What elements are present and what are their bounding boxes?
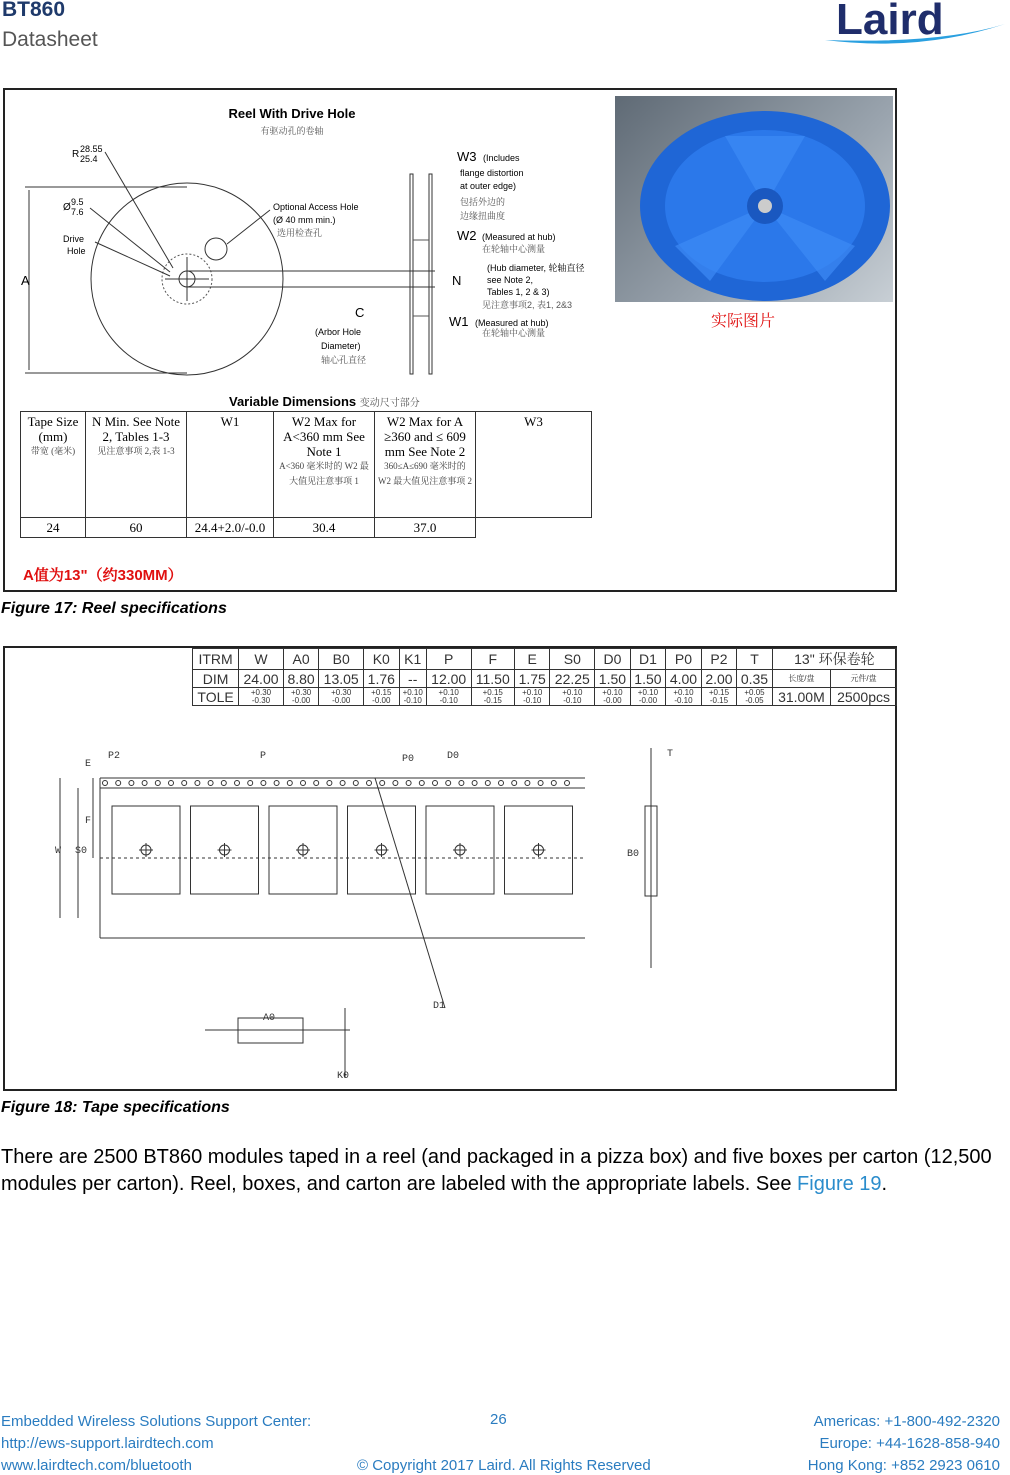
- figure-17-caption: Figure 17: Reel specifications: [1, 600, 227, 617]
- dim-value: 1.50: [630, 670, 666, 688]
- cell: [476, 518, 592, 538]
- header-sub: A<360 毫米时的 W2 最大值见注意事项 1: [279, 461, 369, 486]
- e-label: E: [85, 759, 92, 770]
- w2-label: W2: [457, 228, 477, 243]
- sprocket-hole: [565, 781, 570, 786]
- d-label: Ø: [63, 202, 71, 213]
- w1-label: W1: [449, 314, 469, 329]
- reel-photo: [615, 96, 893, 302]
- sprocket-hole: [380, 781, 385, 786]
- header-sub: 见注意事项 2,表 1-3: [97, 446, 175, 456]
- k0-label: K0: [337, 1071, 350, 1082]
- tolerance-line: -0.10: [563, 695, 582, 705]
- tolerance-value: [399, 688, 426, 706]
- header-cell: [274, 412, 375, 518]
- column-header: P: [426, 649, 471, 670]
- tolerance-line: -0.10: [403, 695, 422, 705]
- f-label: F: [85, 816, 92, 827]
- header-cell: [86, 412, 187, 518]
- sprocket-hole: [499, 781, 504, 786]
- cell: 24.4+2.0/-0.0: [187, 518, 274, 538]
- tolerance-line: -0.00: [603, 695, 622, 705]
- table-title-text: Variable Dimensions: [229, 394, 357, 409]
- diagram-title-cn: 有驱动孔的卷轴: [260, 126, 324, 136]
- sprocket-hole: [103, 781, 108, 786]
- table-header-row: [21, 412, 592, 518]
- cell: 30.4: [274, 518, 375, 538]
- footer-right: [808, 1411, 1000, 1475]
- tolerance-line: +0.10: [562, 687, 583, 697]
- pocket: [269, 806, 337, 894]
- header-cell: [375, 412, 476, 518]
- tolerance-value: [319, 688, 364, 706]
- p0-label: P0: [402, 754, 415, 765]
- reel-value: 2500pcs: [831, 688, 897, 706]
- column-header: P2: [701, 649, 737, 670]
- tolerance-line: -0.15: [483, 695, 502, 705]
- tolerance-line: +0.15: [708, 687, 730, 697]
- sprocket-hole: [248, 781, 253, 786]
- d-top: 9.5: [71, 197, 84, 207]
- arbor-label: 轴心孔直径: [321, 355, 367, 365]
- w3-label: (Includes: [483, 153, 520, 163]
- sprocket-hole: [340, 781, 345, 786]
- header-cell: [187, 412, 274, 518]
- dim-value: 1.75: [514, 670, 550, 688]
- header-cell: [476, 412, 592, 518]
- table-row-tole: [193, 688, 897, 706]
- sprocket-hole: [433, 781, 438, 786]
- arbor-label: Diameter): [321, 341, 361, 351]
- tolerance-line: +0.15: [482, 687, 503, 697]
- row-label: ITRM: [193, 649, 239, 670]
- column-header: T: [737, 649, 773, 670]
- tolerance-value: [514, 688, 550, 706]
- tolerance-value: [630, 688, 666, 706]
- tolerance-line: +0.30: [331, 687, 352, 697]
- sprocket-hole: [327, 781, 332, 786]
- sprocket-hole: [287, 781, 292, 786]
- dim-value: 12.00: [426, 670, 471, 688]
- tolerance-line: +0.10: [438, 687, 459, 697]
- laird-logo: [820, 0, 1010, 54]
- r-bottom: 25.4: [80, 154, 98, 164]
- row-label: DIM: [193, 670, 239, 688]
- sprocket-hole: [353, 781, 358, 786]
- cell: 37.0: [375, 518, 476, 538]
- photo-label: 实际图片: [711, 313, 776, 330]
- hub-label: see Note 2,: [487, 275, 534, 285]
- column-header: S0: [550, 649, 595, 670]
- doc-subtitle: Datasheet: [2, 28, 98, 51]
- hub-label: Tables 1, 2 & 3): [487, 287, 550, 297]
- sprocket-hole: [459, 781, 464, 786]
- sprocket-hole: [393, 781, 398, 786]
- sprocket-hole: [301, 781, 306, 786]
- column-header: B0: [319, 649, 364, 670]
- figure-18-caption: Figure 18: Tape specifications: [1, 1099, 230, 1116]
- sprocket-hole: [182, 781, 187, 786]
- column-header: P0: [666, 649, 702, 670]
- w3-label: 包括外边的: [460, 197, 506, 207]
- tolerance-line: +0.30: [250, 687, 272, 697]
- tolerance-value: [595, 688, 631, 706]
- doc-title: BT860: [2, 0, 66, 21]
- dim-value: --: [399, 670, 426, 688]
- sprocket-hole: [551, 781, 556, 786]
- a0-label: A0: [263, 1013, 276, 1024]
- hub-label: 见注意事项2, 表1, 2&3: [482, 300, 573, 310]
- r-label: R: [72, 149, 80, 160]
- tolerance-value: [737, 688, 773, 706]
- w-label: W: [55, 846, 62, 857]
- a-label: A: [21, 273, 30, 288]
- phone-hongkong: Hong Kong: +852 2923 0610: [807, 1457, 1000, 1474]
- header-cell: [21, 412, 86, 518]
- access-hole-label: Optional Access Hole: [273, 202, 359, 212]
- reel-value: 31.00M: [772, 688, 830, 706]
- pocket: [426, 806, 494, 894]
- sprocket-hole: [419, 781, 424, 786]
- reel-diagram: [5, 90, 615, 390]
- figure-19-link[interactable]: Figure 19: [797, 1173, 882, 1195]
- w1-label: (Measured at hub): [475, 318, 549, 328]
- variable-dimensions-table: [20, 411, 592, 538]
- pocket: [348, 806, 416, 894]
- table-row-dim: [193, 670, 897, 688]
- header-sub: 带宽 (毫米): [30, 446, 76, 456]
- dim-value: 0.35: [737, 670, 773, 688]
- tolerance-line: +0.10: [522, 687, 543, 697]
- r-top: 28.55: [80, 144, 103, 154]
- support-link[interactable]: http://ews-support.lairdtech.com: [1, 1435, 214, 1452]
- tolerance-value: [666, 688, 702, 706]
- column-header: K1: [399, 649, 426, 670]
- pocket: [112, 806, 180, 894]
- sprocket-hole: [314, 781, 319, 786]
- column-header: D1: [630, 649, 666, 670]
- d1-label: D1: [433, 1001, 446, 1012]
- drive-hole-label: Drive: [63, 234, 85, 244]
- svg-text:Laird: Laird: [836, 0, 944, 44]
- body-text: There are 2500 BT860 modules taped in a reel (and packaged in a pizza box) and five boxes per carton (12,500 modules per carton). Reel, boxes, and carton are labeled with the appropriate labels. See: [1, 1146, 992, 1195]
- w3-label: W3: [457, 149, 477, 164]
- column-header: D0: [595, 649, 631, 670]
- w2-label: (Measured at hub): [482, 232, 556, 242]
- arbor-label: (Arbor Hole: [315, 327, 362, 337]
- dim-value: 8.80: [283, 670, 319, 688]
- w1-label: 在轮轴中心测量: [482, 328, 546, 338]
- c-label: C: [355, 305, 365, 320]
- drive-hole-label: Hole: [67, 246, 86, 256]
- pocket: [191, 806, 259, 894]
- phone-americas: Americas: +1-800-492-2320: [813, 1413, 1000, 1430]
- sprocket-hole: [155, 781, 160, 786]
- w2-label: 在轮轴中心测量: [482, 244, 546, 254]
- tolerance-line: -0.10: [523, 695, 542, 705]
- tolerance-line: -0.05: [745, 695, 764, 705]
- tolerance-line: +0.10: [673, 687, 694, 697]
- dim-value: 1.76: [364, 670, 400, 688]
- tolerance-line: +0.10: [602, 687, 623, 697]
- n-label: N: [452, 273, 462, 288]
- tolerance-line: -0.10: [439, 695, 458, 705]
- sprocket-hole: [406, 781, 411, 786]
- sprocket-hole: [538, 781, 543, 786]
- sprocket-hole: [274, 781, 279, 786]
- tolerance-line: +0.30: [290, 687, 312, 697]
- cell: 24: [21, 518, 86, 538]
- access-hole-label: 选用检查孔: [277, 228, 323, 238]
- tape-spec-table: [192, 648, 897, 706]
- sprocket-hole: [129, 781, 134, 786]
- dim-value: 1.50: [595, 670, 631, 688]
- sprocket-hole: [235, 781, 240, 786]
- column-header: K0: [364, 649, 400, 670]
- sprocket-hole: [367, 781, 372, 786]
- body-end: .: [881, 1173, 888, 1195]
- sprocket-hole: [195, 781, 200, 786]
- tolerance-line: -0.00: [332, 695, 351, 705]
- tolerance-value: [550, 688, 595, 706]
- tolerance-value: [701, 688, 737, 706]
- reel-sub-header: 长度/盘: [772, 670, 830, 688]
- dim-value: 24.00: [239, 670, 284, 688]
- dim-value: 22.25: [550, 670, 595, 688]
- diagram-title: Reel With Drive Hole: [228, 106, 356, 121]
- tolerance-line: -0.00: [372, 695, 391, 705]
- phone-europe: Europe: +44-1628-858-940: [819, 1435, 1000, 1452]
- d0-label: D0: [447, 751, 460, 762]
- tape-diagram: [5, 708, 895, 1088]
- tolerance-line: +0.10: [402, 687, 423, 697]
- column-header: F: [471, 649, 514, 670]
- column-header: W: [239, 649, 284, 670]
- sprocket-hole: [116, 781, 121, 786]
- sprocket-hole: [446, 781, 451, 786]
- sprocket-hole: [525, 781, 530, 786]
- dim-value: 4.00: [666, 670, 702, 688]
- sprocket-hole: [169, 781, 174, 786]
- a-value-note: A值为13"（约330MM）: [23, 567, 183, 584]
- table-row: [21, 518, 592, 538]
- tolerance-line: +0.05: [744, 687, 765, 697]
- table-title-cn: 变动尺寸部分: [359, 398, 420, 409]
- pocket: [505, 806, 573, 894]
- body-paragraph: [1, 1144, 1006, 1198]
- tolerance-value: [283, 688, 319, 706]
- header-main: W3: [524, 414, 543, 429]
- column-header: A0: [283, 649, 319, 670]
- tolerance-line: +0.15: [371, 687, 392, 697]
- hub-label: (Hub diameter, 轮轴直径: [487, 263, 585, 273]
- tolerance-line: -0.00: [638, 695, 658, 705]
- page-number: 26: [490, 1411, 507, 1428]
- t-label: T: [667, 749, 674, 760]
- tolerance-value: [239, 688, 284, 706]
- w3-label: at outer edge): [460, 181, 517, 191]
- dim-value: 11.50: [471, 670, 514, 688]
- table-row-itrm: [193, 649, 897, 670]
- sprocket-hole: [512, 781, 517, 786]
- header-main: W2 Max for A<360 mm See Note 1: [283, 414, 365, 459]
- p2-label: P2: [108, 751, 121, 762]
- table-title: [229, 394, 420, 409]
- tolerance-line: -0.15: [709, 695, 729, 705]
- row-label: TOLE: [193, 688, 239, 706]
- b0-label: B0: [627, 849, 640, 860]
- tolerance-value: [426, 688, 471, 706]
- column-header: E: [514, 649, 550, 670]
- sprocket-hole: [472, 781, 477, 786]
- header-sub: 360≤A≤690 毫米时的 W2 最大值见注意事项 2: [378, 461, 472, 486]
- header-main: W2 Max for A ≥360 and ≤ 609 mm See Note 2: [384, 414, 466, 459]
- tolerance-line: -0.30: [251, 695, 271, 705]
- access-hole-label: (Ø 40 mm min.): [273, 215, 336, 225]
- tolerance-value: [364, 688, 400, 706]
- dim-value: 2.00: [701, 670, 737, 688]
- sprocket-hole: [208, 781, 213, 786]
- tolerance-value: [471, 688, 514, 706]
- reel-header: 13" 环保卷轮: [772, 649, 896, 670]
- support-center: Embedded Wireless Solutions Support Center:: [1, 1413, 312, 1430]
- copyright: © Copyright 2017 Laird. All Rights Reserved: [357, 1457, 651, 1474]
- tolerance-line: +0.10: [637, 687, 659, 697]
- sprocket-hole: [485, 781, 490, 786]
- dim-value: 13.05: [319, 670, 364, 688]
- sprocket-hole: [142, 781, 147, 786]
- w3-label: flange distortion: [460, 168, 524, 178]
- s0-label: S0: [75, 846, 88, 857]
- reel-figure: [3, 88, 897, 592]
- header-main: N Min. See Note 2, Tables 1-3: [91, 414, 181, 444]
- sprocket-hole: [221, 781, 226, 786]
- tape-figure: [3, 646, 897, 1091]
- sprocket-hole: [261, 781, 266, 786]
- header-main: W1: [220, 414, 240, 429]
- header-main: Tape Size (mm): [27, 414, 79, 444]
- cell: 60: [86, 518, 187, 538]
- website-link[interactable]: www.lairdtech.com/bluetooth: [1, 1457, 192, 1474]
- reel-sub-header: 元件/盘: [831, 670, 897, 688]
- w3-label: 边缘扭曲度: [460, 211, 506, 221]
- tolerance-line: -0.00: [291, 695, 311, 705]
- d-bottom: 7.6: [71, 207, 84, 217]
- footer-left: [1, 1411, 311, 1475]
- p-label: P: [260, 751, 267, 762]
- tolerance-line: -0.10: [674, 695, 693, 705]
